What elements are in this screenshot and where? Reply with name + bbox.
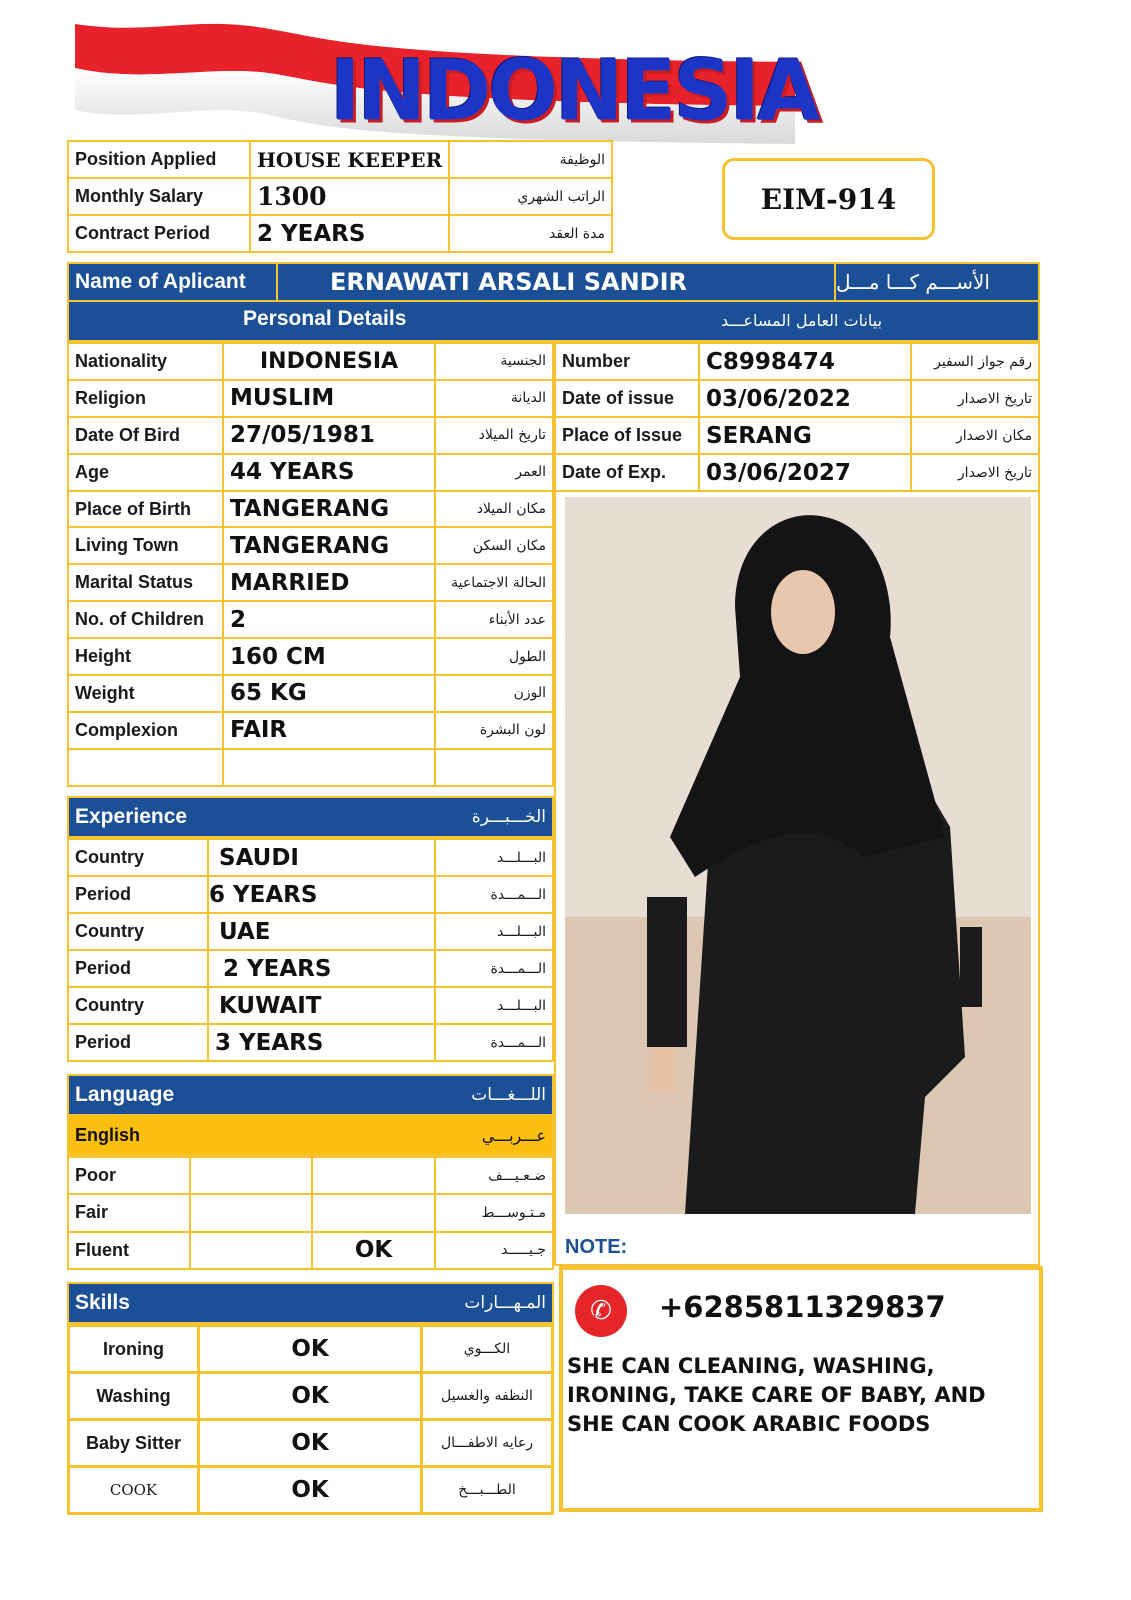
row-value: C8998474 <box>699 343 911 380</box>
arabic-language-label: عـــربـــي <box>481 1125 546 1145</box>
row-value: 3 YEARS <box>208 1024 435 1061</box>
row-value: 6 YEARS <box>208 876 435 913</box>
row-label: Place of Issue <box>555 417 699 454</box>
table-row <box>555 380 1039 417</box>
table-row <box>68 491 553 528</box>
row-arabic: النظفه والغسيل <box>422 1373 553 1420</box>
row-arabic: الـــمـــدة <box>435 876 553 913</box>
row-value: INDONESIA <box>223 343 435 380</box>
note-text: SHE CAN CLEANING, WASHING, IRONING, TAKE CARE OF BABY, AND SHE CAN COOK ARABIC FOODS <box>567 1354 986 1436</box>
row-value: 27/05/1981 <box>223 417 435 454</box>
language-subheader <box>67 1116 554 1156</box>
row-value: OK <box>199 1326 422 1373</box>
table-row <box>68 1024 553 1061</box>
arabic-level <box>312 1194 435 1231</box>
row-value: 2 YEARS <box>208 950 435 987</box>
table-row <box>555 417 1039 454</box>
phone-icon: ✆ <box>575 1285 627 1337</box>
experience-arabic: الخـــبـــرة <box>471 807 546 827</box>
row-arabic: الجنسية <box>435 343 553 380</box>
english-level <box>190 1194 312 1231</box>
table-row <box>68 417 553 454</box>
row-arabic: ضـعـيـــف <box>435 1157 553 1194</box>
row-arabic: جـيـــــد <box>435 1232 553 1269</box>
job-row <box>68 215 612 252</box>
job-label: Monthly Salary <box>68 178 250 215</box>
row-label: Poor <box>68 1157 190 1194</box>
job-value: 1300 <box>250 178 449 215</box>
empty-cell <box>223 749 435 786</box>
table-row <box>68 527 553 564</box>
arabic-level <box>312 1157 435 1194</box>
table-row <box>555 343 1039 380</box>
row-arabic: رعايه الاطفـــال <box>422 1420 553 1467</box>
row-label: Date of issue <box>555 380 699 417</box>
skills-arabic: المـهـــارات <box>464 1293 546 1313</box>
job-row <box>68 141 612 178</box>
row-label: Fair <box>68 1194 190 1231</box>
skills-title: Skills <box>75 1291 130 1314</box>
row-label: Place of Birth <box>68 491 223 528</box>
experience-table <box>67 838 554 1062</box>
language-title: Language <box>75 1083 175 1106</box>
row-label: Living Town <box>68 527 223 564</box>
personal-details-arabic: بيانات العامل المساعـــد <box>721 311 883 330</box>
table-row <box>68 1157 553 1194</box>
row-label: Period <box>68 1024 208 1061</box>
row-label: Baby Sitter <box>69 1420 199 1467</box>
row-label: Country <box>68 913 208 950</box>
table-row <box>68 343 553 380</box>
row-label: Date Of Bird <box>68 417 223 454</box>
row-value: 160 CM <box>223 638 435 675</box>
table-row <box>68 987 553 1024</box>
table-row-empty <box>68 749 553 786</box>
applicant-name: ERNAWATI ARSALI SANDIR <box>278 264 836 300</box>
table-row <box>555 454 1039 491</box>
row-value: TANGERANG <box>223 527 435 564</box>
experience-header <box>67 796 554 838</box>
applicant-photo <box>565 497 1031 1214</box>
table-row <box>68 1194 553 1231</box>
row-arabic: تاريخ الاصدار <box>911 380 1039 417</box>
row-arabic: مكان الميلاد <box>435 491 553 528</box>
row-value: 44 YEARS <box>223 454 435 491</box>
job-row <box>68 178 612 215</box>
row-value: MUSLIM <box>223 380 435 417</box>
table-row <box>68 601 553 638</box>
language-header <box>67 1074 554 1116</box>
row-label: Country <box>68 987 208 1024</box>
experience-title: Experience <box>75 805 188 828</box>
row-value: SERANG <box>699 417 911 454</box>
english-level <box>190 1232 312 1269</box>
row-arabic: مكان السكن <box>435 527 553 564</box>
row-label: Fluent <box>68 1232 190 1269</box>
row-arabic: لون البشرة <box>435 712 553 749</box>
row-arabic: العمر <box>435 454 553 491</box>
empty-cell <box>68 749 223 786</box>
row-label: No. of Children <box>68 601 223 638</box>
reference-code: EIM-914 <box>722 158 935 240</box>
applicant-name-bar <box>67 262 1040 302</box>
row-label: Date of Exp. <box>555 454 699 491</box>
row-arabic: الديانة <box>435 380 553 417</box>
arabic-level: OK <box>312 1232 435 1269</box>
job-value: 2 YEARS <box>250 215 449 252</box>
row-arabic: البـــلـــد <box>435 987 553 1024</box>
row-arabic: تاريخ الاصدار <box>911 454 1039 491</box>
row-label: Washing <box>69 1373 199 1420</box>
name-arabic: الأســـم كـــا مـــل <box>836 270 990 294</box>
row-value: OK <box>199 1467 422 1514</box>
job-details-table <box>67 140 613 253</box>
table-row <box>69 1326 553 1373</box>
row-label: Age <box>68 454 223 491</box>
english-level <box>190 1157 312 1194</box>
table-row <box>68 675 553 712</box>
language-table <box>67 1156 554 1270</box>
row-value: KUWAIT <box>208 987 435 1024</box>
row-value: TANGERANG <box>223 491 435 528</box>
row-label: Ironing <box>69 1326 199 1373</box>
row-value: OK <box>199 1420 422 1467</box>
row-value: UAE <box>208 913 435 950</box>
job-label: Contract Period <box>68 215 250 252</box>
table-row <box>69 1373 553 1420</box>
personal-details-table <box>67 342 554 787</box>
row-value: FAIR <box>223 712 435 749</box>
skills-header <box>67 1282 554 1324</box>
row-value: 65 KG <box>223 675 435 712</box>
row-label: Religion <box>68 380 223 417</box>
row-arabic: الكـــوي <box>422 1326 553 1373</box>
table-row <box>68 564 553 601</box>
row-value: 03/06/2022 <box>699 380 911 417</box>
job-value: HOUSE KEEPER <box>250 141 449 178</box>
skills-table <box>67 1324 554 1515</box>
row-value: OK <box>199 1373 422 1420</box>
table-row <box>68 950 553 987</box>
row-value: MARRIED <box>223 564 435 601</box>
job-label: Position Applied <box>68 141 250 178</box>
table-row <box>68 454 553 491</box>
name-label: Name of Aplicant <box>69 264 278 300</box>
row-label: Period <box>68 950 208 987</box>
row-label: Nationality <box>68 343 223 380</box>
row-arabic: الطول <box>435 638 553 675</box>
table-row <box>69 1467 553 1514</box>
note-label: NOTE: <box>565 1236 628 1258</box>
row-arabic: الحالة الاجتماعية <box>435 564 553 601</box>
row-arabic: تاريخ الميلاد <box>435 417 553 454</box>
table-row <box>69 1420 553 1467</box>
row-label: Marital Status <box>68 564 223 601</box>
table-row <box>68 1232 553 1269</box>
table-row <box>68 913 553 950</box>
passport-table <box>554 342 1040 492</box>
row-arabic: الوزن <box>435 675 553 712</box>
row-arabic: رقم جواز السفير <box>911 343 1039 380</box>
row-value: SAUDI <box>208 839 435 876</box>
row-label: Weight <box>68 675 223 712</box>
language-arabic: اللـــغـــات <box>471 1085 546 1105</box>
job-arabic: مدة العقد <box>449 215 612 252</box>
personal-details-title: Personal Details <box>243 307 407 330</box>
row-arabic: مـتـوســـط <box>435 1194 553 1231</box>
row-label: Period <box>68 876 208 913</box>
row-label: Complexion <box>68 712 223 749</box>
table-row <box>68 839 553 876</box>
contact-phone[interactable]: +6285811329837 <box>659 1290 946 1324</box>
country-title: INDONESIA <box>330 43 818 140</box>
table-row <box>68 876 553 913</box>
job-arabic: الراتب الشهري <box>449 178 612 215</box>
row-label: Number <box>555 343 699 380</box>
row-value: 2 <box>223 601 435 638</box>
english-label: English <box>75 1124 141 1145</box>
empty-cell <box>435 749 553 786</box>
row-arabic: الطـــبـــخ <box>422 1467 553 1514</box>
row-arabic: البـــلـــد <box>435 913 553 950</box>
row-arabic: البـــلـــد <box>435 839 553 876</box>
personal-details-bar <box>67 302 1040 342</box>
row-arabic: الـــمـــدة <box>435 1024 553 1061</box>
job-arabic: الوظيفة <box>449 141 612 178</box>
row-arabic: مكان الاصدار <box>911 417 1039 454</box>
row-label: Height <box>68 638 223 675</box>
row-label: COOK <box>69 1467 199 1514</box>
table-row <box>68 380 553 417</box>
row-value: 03/06/2027 <box>699 454 911 491</box>
row-label: Country <box>68 839 208 876</box>
row-arabic: عدد الأبناء <box>435 601 553 638</box>
row-arabic: الـــمـــدة <box>435 950 553 987</box>
table-row <box>68 712 553 749</box>
table-row <box>68 638 553 675</box>
